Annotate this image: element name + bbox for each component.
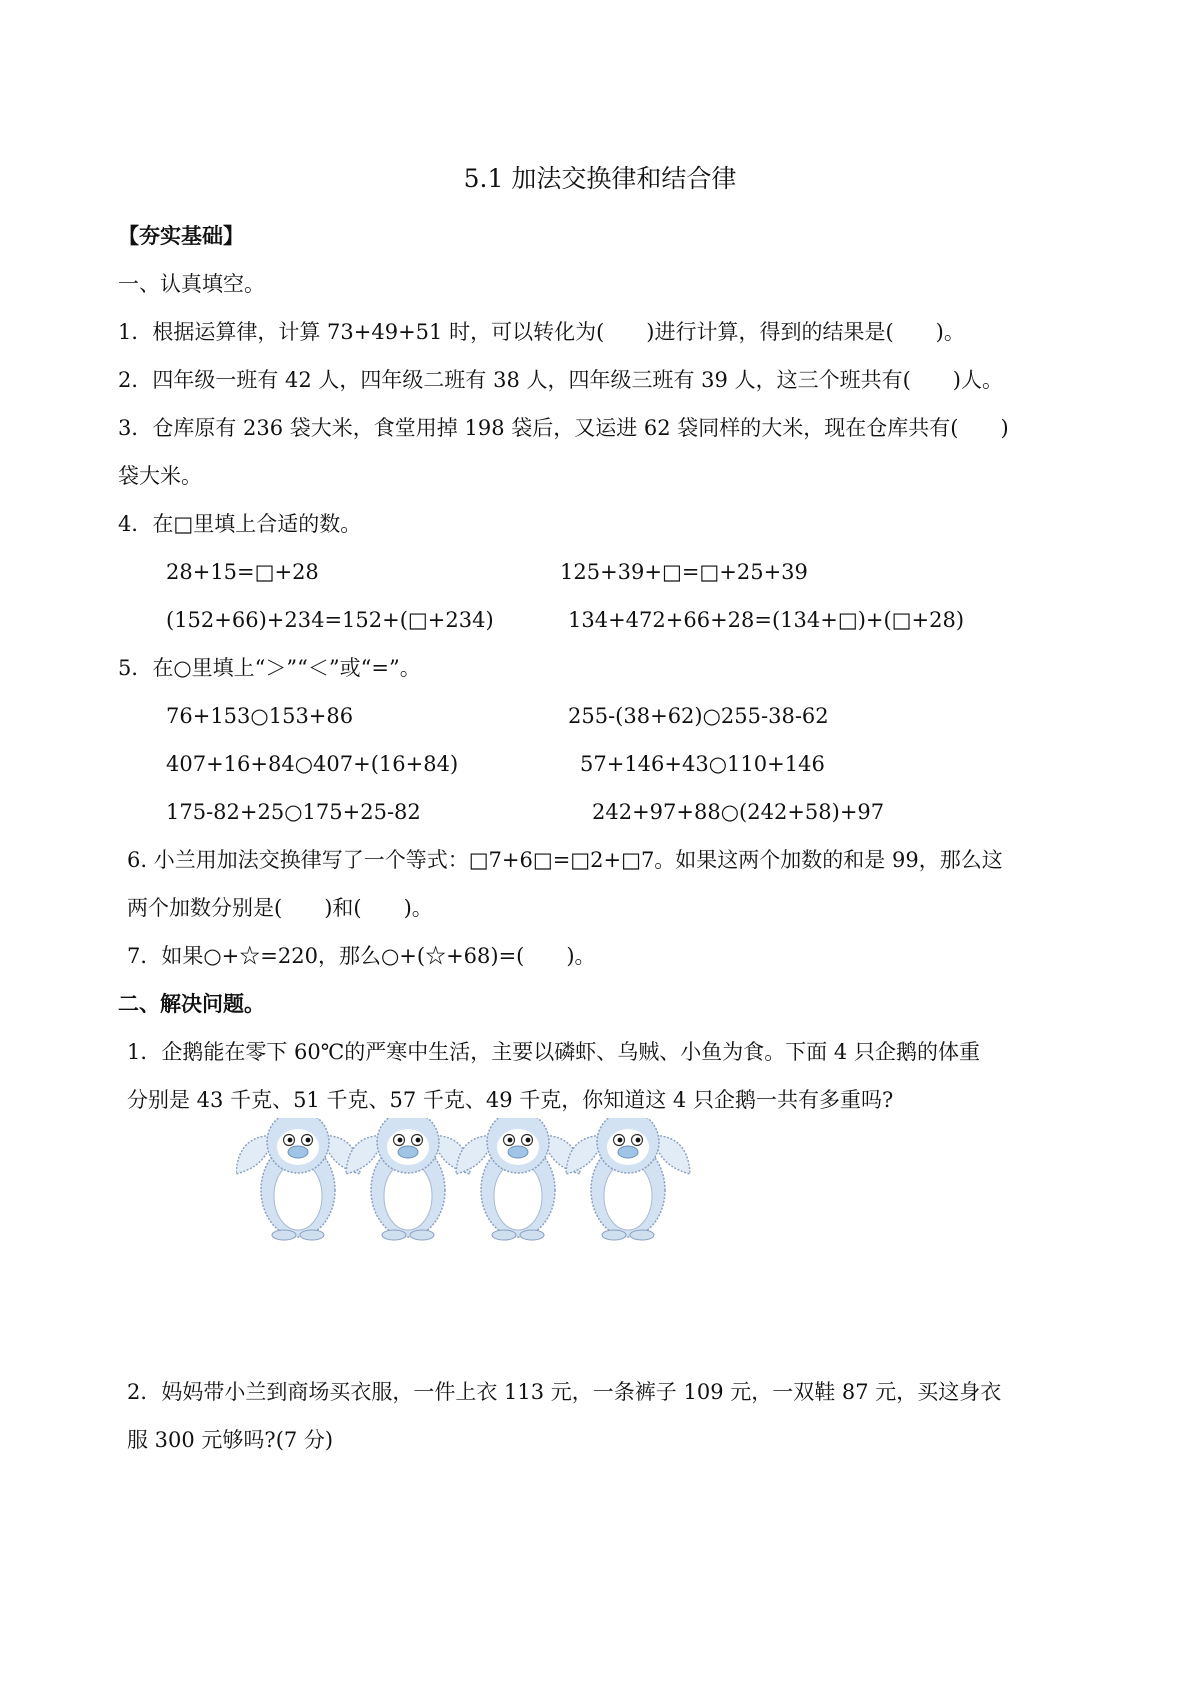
problem-2-line-2: 服 300 元够吗?(7 分): [127, 1428, 334, 1452]
question-1: 1．根据运算律，计算 73+49+51 时，可以转化为( )进行计算，得到的结果是( )。: [118, 320, 965, 344]
question-3-line-1: 3．仓库原有 236 袋大米，食堂用掉 198 袋后，又运进 62 袋同样的大米，现在仓库共有( ): [118, 416, 1009, 440]
problem-1-line-2: 分别是 43 千克、51 千克、57 千克、49 千克，你知道这 4 只企鹅一共有多重吗?: [127, 1088, 894, 1112]
question-6-line-2: 两个加数分别是( )和( )。: [127, 896, 433, 920]
problem-1-line-1: 1．企鹅能在零下 60℃的严寒中生活，主要以磷虾、乌贼、小鱼为食。下面 4 只企鹅的体重: [127, 1040, 980, 1064]
q5-expression: 57+146+43○110+146: [580, 752, 825, 776]
q5-expression: 255-(38+62)○255-38-62: [568, 704, 829, 728]
penguin-1: [236, 1118, 360, 1240]
q4-expression: 125+39+□=□+25+39: [560, 560, 808, 584]
question-3-line-2: 袋大米。: [118, 464, 202, 488]
problem-2-line-1: 2．妈妈带小兰到商场买衣服，一件上衣 113 元，一条裤子 109 元，一双鞋 87 元，买这身衣: [127, 1380, 1002, 1404]
penguin-4: [566, 1118, 690, 1240]
penguin-3: [456, 1118, 580, 1240]
question-2: 2．四年级一班有 42 人，四年级二班有 38 人，四年级三班有 39 人，这三个班共有( )人。: [118, 368, 1003, 392]
question-6-line-1: 6. 小兰用加法交换律写了一个等式：□7+6□=□2+□7。如果这两个加数的和是 99，那么这: [127, 848, 1003, 872]
part1-heading: 一、认真填空。: [118, 272, 265, 296]
q5-expression: 76+153○153+86: [166, 704, 354, 728]
page-title: 5.1 加法交换律和结合律: [463, 164, 737, 193]
q4-expression: (152+66)+234=152+(□+234): [166, 608, 494, 632]
section-header: 【夯实基础】: [118, 223, 244, 248]
part2-heading: 二、解决问题。: [118, 991, 265, 1016]
q4-expression: 28+15=□+28: [166, 560, 319, 584]
question-4-stem: 4．在□里填上合适的数。: [118, 512, 362, 536]
q5-expression: 242+97+88○(242+58)+97: [592, 800, 885, 824]
penguins-illustration: [236, 1118, 691, 1243]
question-5-stem: 5．在○里填上“＞”“＜”或“=”。: [118, 656, 421, 680]
q4-expression: 134+472+66+28=(134+□)+(□+28): [568, 608, 965, 632]
penguin-2: [346, 1118, 470, 1240]
question-7: 7．如果○+☆=220，那么○+(☆+68)=( )。: [127, 944, 596, 968]
q5-expression: 175-82+25○175+25-82: [166, 800, 421, 824]
q5-expression: 407+16+84○407+(16+84): [166, 752, 459, 776]
